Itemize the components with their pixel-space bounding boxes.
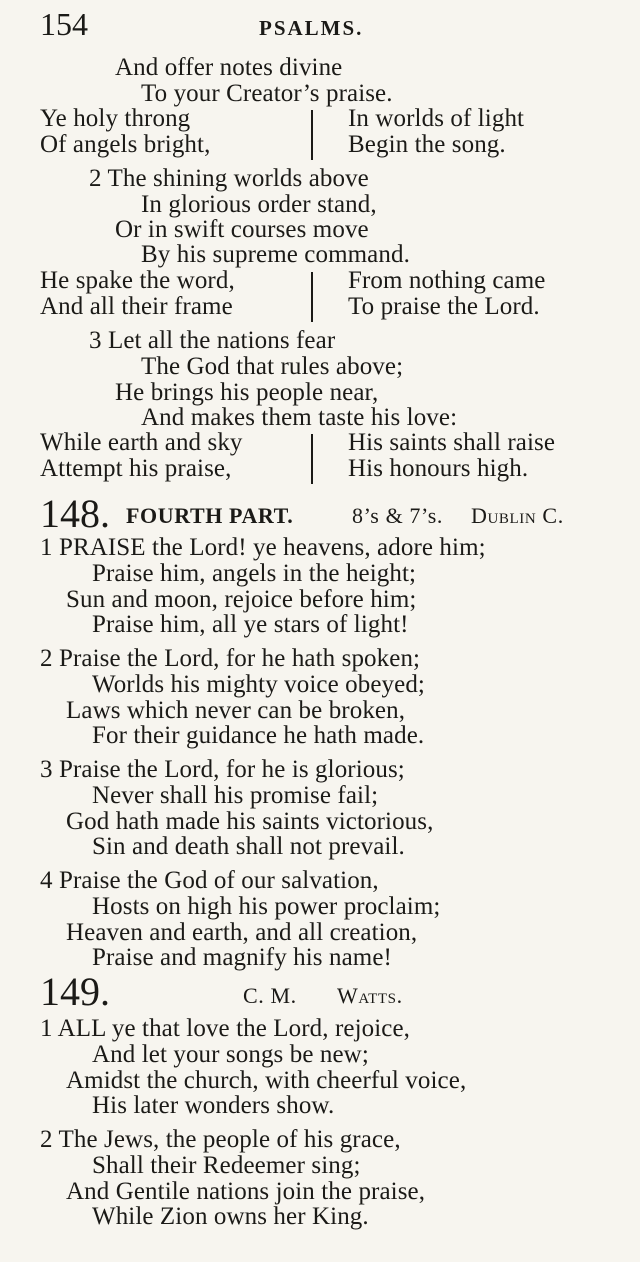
verse-line: And makes them taste his love: xyxy=(141,404,458,431)
column-divider xyxy=(311,272,313,322)
hymn-tune: Dublin C. xyxy=(471,503,564,528)
verse-line-right: Begin the song. xyxy=(348,131,506,158)
verse-line: 1 ALL ye that love the Lord, rejoice, xyxy=(40,1015,411,1042)
verse-line-left: Ye holy throng xyxy=(40,105,191,132)
verse-line: For their guidance he hath made. xyxy=(92,722,425,749)
verse-line-left: Attempt his praise, xyxy=(40,455,232,482)
hymn-part: FOURTH PART. xyxy=(126,503,294,528)
verse-line-right: His honours high. xyxy=(348,455,529,482)
verse-line: Hosts on high his power proclaim; xyxy=(92,893,441,920)
column-divider xyxy=(311,110,313,160)
verse-line-right: His saints shall raise xyxy=(348,429,556,456)
verse-line-left: And all their frame xyxy=(40,293,233,320)
verse-line: To your Creator’s praise. xyxy=(141,80,393,107)
verse-line-right: To praise the Lord. xyxy=(348,293,540,320)
verse-line: The God that rules above; xyxy=(141,353,404,380)
verse-line: 3 Praise the Lord, for he is glorious; xyxy=(40,756,405,783)
verse-line: And offer notes divine xyxy=(115,54,343,81)
hymn-number: 149. xyxy=(40,969,110,1014)
verse-line: Praise him, angels in the height; xyxy=(92,560,417,587)
verse-line: Praise him, all ye stars of light! xyxy=(92,611,409,638)
verse-line: He brings his people near, xyxy=(115,379,379,406)
verse-line: Or in swift courses move xyxy=(115,216,369,243)
verse-line-left: While earth and sky xyxy=(40,429,243,456)
running-title: PSALMS. xyxy=(259,16,364,40)
verse-line-left: Of angels bright, xyxy=(40,131,211,158)
verse-line: In glorious order stand, xyxy=(141,191,377,218)
hymn-number: 148. xyxy=(40,491,110,536)
verse-line: 1 PRAISE the Lord! ye heavens, adore him; xyxy=(40,534,486,561)
page-number: 154 xyxy=(40,6,88,42)
verse-line: Worlds his mighty voice obeyed; xyxy=(92,671,425,698)
verse-line: 2 The shining worlds above xyxy=(89,165,369,192)
verse-line: God hath made his saints victorious, xyxy=(66,808,434,835)
verse-line: By his supreme command. xyxy=(141,241,410,268)
verse-line-right: From nothing came xyxy=(348,267,546,294)
verse-line: Sun and moon, rejoice before him; xyxy=(66,586,417,613)
verse-line: 3 Let all the nations fear xyxy=(89,327,336,354)
verse-line: Amidst the church, with cheerful voice, xyxy=(66,1067,467,1094)
verse-line: Praise and magnify his name! xyxy=(92,944,392,971)
verse-line: And Gentile nations join the praise, xyxy=(66,1178,426,1205)
verse-line: And let your songs be new; xyxy=(92,1041,369,1068)
verse-line: While Zion owns her King. xyxy=(92,1203,369,1230)
verse-line: His later wonders show. xyxy=(92,1092,335,1119)
verse-line-right: In worlds of light xyxy=(348,105,525,132)
column-divider xyxy=(311,434,313,484)
verse-line: 2 Praise the Lord, for he hath spoken; xyxy=(40,645,421,672)
verse-line: Sin and death shall not prevail. xyxy=(92,833,405,860)
verse-line: Heaven and earth, and all creation, xyxy=(66,919,418,946)
hymn-meter: 8’s & 7’s. xyxy=(352,503,443,528)
verse-line: Laws which never can be broken, xyxy=(66,697,406,724)
verse-line: 4 Praise the God of our salvation, xyxy=(40,867,379,894)
hymn-author: Watts. xyxy=(337,983,403,1008)
verse-line: Never shall his promise fail; xyxy=(92,782,379,809)
hymn-meter: C. M. xyxy=(243,983,297,1008)
verse-line: 2 The Jews, the people of his grace, xyxy=(40,1126,401,1153)
verse-line: Shall their Redeemer sing; xyxy=(92,1152,361,1179)
verse-line-left: He spake the word, xyxy=(40,267,235,294)
